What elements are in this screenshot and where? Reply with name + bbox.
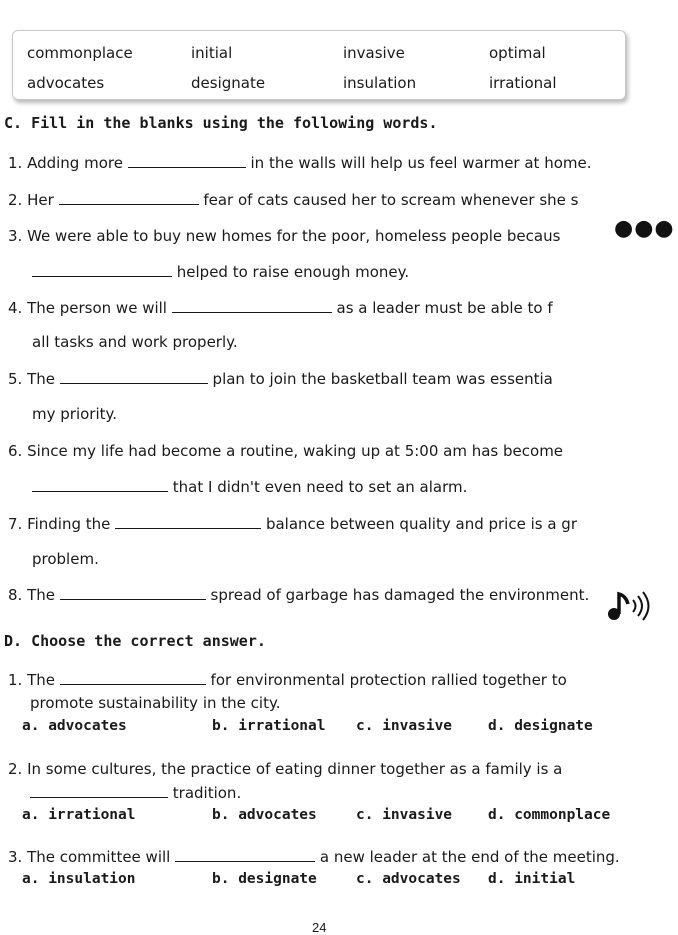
- question-text: 3. We were able to buy new homes for the poor, homeless people becaus: [8, 227, 561, 245]
- option-a[interactable]: a. insulation: [22, 871, 136, 887]
- question-c8: [8, 585, 589, 604]
- option-c[interactable]: c. invasive: [356, 718, 453, 734]
- word-bank-item: invasive: [343, 44, 405, 62]
- word-bank-item: insulation: [343, 74, 417, 92]
- question-text: 8. The: [8, 586, 55, 604]
- answer-blank[interactable]: [60, 670, 206, 685]
- answer-blank[interactable]: [175, 847, 315, 862]
- question-c7-line2: problem.: [32, 550, 99, 568]
- question-text: tradition.: [172, 784, 242, 802]
- option-d[interactable]: d. initial: [488, 871, 576, 887]
- question-text: 1. Adding more: [8, 154, 123, 172]
- question-text: fear of cats caused her to scream whenever she s: [203, 191, 579, 209]
- question-text: 5. The: [8, 370, 55, 388]
- side-overlay: [595, 190, 678, 630]
- word-bank-item: commonplace: [27, 44, 133, 62]
- word-bank-item: advocates: [27, 74, 105, 92]
- question-c6-line2: [32, 477, 467, 496]
- question-c4-line2: all tasks and work properly.: [32, 333, 238, 351]
- question-text: 2. Her: [8, 191, 54, 209]
- question-d1: [8, 670, 567, 689]
- answer-blank[interactable]: [32, 477, 168, 492]
- option-a[interactable]: a. irrational: [22, 807, 136, 823]
- question-d1-line2: promote sustainability in the city.: [30, 694, 281, 712]
- question-c3-line2: [32, 262, 409, 281]
- option-b[interactable]: b. advocates: [212, 807, 317, 823]
- option-c[interactable]: c. invasive: [356, 807, 453, 823]
- answer-blank[interactable]: [115, 514, 261, 529]
- more-dots-icon[interactable]: ●●●: [614, 216, 675, 241]
- question-text: 6. Since my life had become a routine, waking up at 5:00 am has become: [8, 442, 564, 460]
- question-text: spread of garbage has damaged the environment.: [210, 586, 590, 604]
- option-d[interactable]: d. commonplace: [488, 807, 611, 823]
- question-text: 3. The committee will: [8, 848, 171, 866]
- question-c2: [8, 190, 578, 209]
- word-bank-item: optimal: [489, 44, 546, 62]
- question-text: 7. Finding the: [8, 515, 111, 533]
- question-text: 2. In some cultures, the practice of eating dinner together as a family is a: [8, 760, 563, 778]
- question-d3: [8, 847, 620, 866]
- question-text: 1. The: [8, 671, 55, 689]
- section-c-title: C. Fill in the blanks using the following words.: [4, 114, 438, 132]
- question-text: plan to join the basketball team was essentia: [212, 370, 553, 388]
- answer-blank[interactable]: [32, 262, 172, 277]
- word-bank: [12, 30, 626, 100]
- option-c[interactable]: c. advocates: [356, 871, 461, 887]
- question-c5: [8, 369, 553, 388]
- question-text: in the walls will help us feel warmer at home.: [250, 154, 592, 172]
- question-text: balance between quality and price is a gr: [265, 515, 577, 533]
- answer-blank[interactable]: [60, 585, 206, 600]
- question-text: for environmental protection rallied together to: [210, 671, 567, 689]
- word-bank-item: irrational: [489, 74, 557, 92]
- option-b[interactable]: b. designate: [212, 871, 317, 887]
- option-a[interactable]: a. advocates: [22, 718, 127, 734]
- question-c6: [8, 442, 563, 460]
- option-b[interactable]: b. irrational: [212, 718, 326, 734]
- question-d2-line2: [30, 783, 241, 802]
- option-d[interactable]: d. designate: [488, 718, 593, 734]
- answer-blank[interactable]: [172, 298, 332, 313]
- question-c3: [8, 227, 560, 245]
- word-bank-item: designate: [191, 74, 266, 92]
- question-text: that I didn't even need to set an alarm.: [172, 478, 468, 496]
- section-d-title: D. Choose the correct answer.: [4, 632, 266, 650]
- question-c1: [8, 153, 592, 172]
- question-c7: [8, 514, 577, 533]
- question-d2: [8, 760, 562, 778]
- question-text: 4. The person we will: [8, 299, 167, 317]
- answer-blank[interactable]: [30, 783, 168, 798]
- question-text: helped to raise enough money.: [176, 263, 410, 281]
- answer-blank[interactable]: [60, 369, 208, 384]
- word-bank-item: initial: [191, 44, 233, 62]
- question-text: a new leader at the end of the meeting.: [319, 848, 620, 866]
- page-number: 24: [312, 920, 327, 935]
- audio-note-icon[interactable]: [600, 588, 656, 624]
- answer-blank[interactable]: [59, 190, 199, 205]
- question-text: as a leader must be able to f: [336, 299, 553, 317]
- answer-blank[interactable]: [128, 153, 246, 168]
- question-c4: [8, 298, 553, 317]
- question-c5-line2: my priority.: [32, 405, 118, 423]
